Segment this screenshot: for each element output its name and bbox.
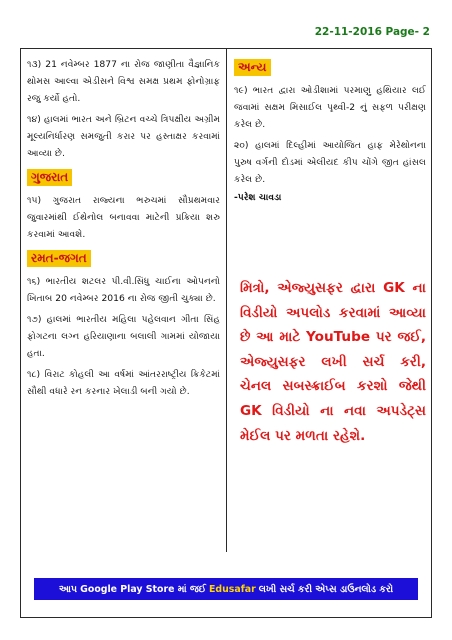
news-item-13: ૧૩) 21 નવેમ્બર 1877 ના રોજ જાણીતા વૈજ્ઞાનિક થોમસ આલ્વા એડીસને વિશ્વ સમક્ષ પ્રથમ ફોનોગ્રાફ રજુ કર્યો હતો. xyxy=(27,59,220,104)
news-item-19: ૧૯) ભારત દ્વારા ઓડીશામાં પરમાણુ હથિયાર લઈ જવામાં સક્ષમ મિસાઈલ પૃથ્વી-2 નું સફળ પરીક્ષણ કરેલ છે. xyxy=(234,85,426,130)
news-item-17: ૧૭) હાલમાં ભારતીય મહિલા પહેલવાન ગીતા સિંહ ફોગટના લગ્ન હરિયાણાના બલાલી ગામમાં યોજાયા હતા. xyxy=(27,314,220,359)
news-item-15: ૧૫) ગુજરાત રાજ્યના ભરુચમાં સૌપ્રથમવાર જુવારમાંથી ઈથેનોલ બનાવવા માટેની પ્રક્રિયા શરુ કરવામાં આવશે. xyxy=(27,195,220,240)
news-item-14: ૧૪) હાલમાં ભારત અને બ્રિટન વચ્ચે ત્રિપક્ષીય અગ્રીમ મૂલ્યનિર્ધારણ સમજુતી કરાર પર હસ્તાક્ષર કરવામાં આવ્યા છે. xyxy=(27,114,220,159)
page-date-number: 22-11-2016 Page- 2 xyxy=(314,26,430,38)
section-heading-gujarat: ગુજરાત xyxy=(27,169,72,186)
footer-brand: Edusafar xyxy=(209,583,256,595)
footer-banner[interactable] xyxy=(34,578,418,600)
section-heading-sports: રમત-જગત xyxy=(27,250,91,267)
news-item-18: ૧૮) વિરાટ કોહલી આ વર્ષમાં આંતરરાષ્ટ્રીય ક્રિકેટમાં સૌથી વધારે રન કરનાર ખેલાડી બની ગયો છે. xyxy=(27,369,220,397)
right-column xyxy=(234,56,426,203)
column-divider xyxy=(226,48,227,552)
news-item-16: ૧૬) ભારતીય શટલર પી.વી.સિંધુ ચાઈના ઓપનનો ખિતાબ 20 નવેમ્બર 2016 ના રોજ જીતી ચુક્યા છે. xyxy=(27,276,220,304)
author-signature: -પરેશ ચાવડા xyxy=(234,192,282,203)
left-column xyxy=(27,56,220,404)
footer-text-start: આપ Google Play Store માં જઈ xyxy=(58,583,207,595)
footer-text-end: લખી સર્ચ કરી એપ્સ ડાઉનલોડ કરો xyxy=(258,583,394,595)
youtube-promo-text: મિત્રો, એજ્યુસફર દ્વારા GK ના વિડીયો અપલોડ કરવામાં આવ્યા છે આ માટે YouTube પર જઈ, એજ્યુસફર લખી સર્ચ કરી, ચેનલ સબસ્ક્રાઈબ કરશો જેથી GK વિડીયો ના નવા અપડેટ્સ મેઈલ પર મળતા રહેશે. xyxy=(240,280,426,444)
news-item-20: ૨૦) હાલમાં દિલ્હીમાં આયોજિત હાફ મેરેથોનના પુરુષ વર્ગની દોડમાં એલીયદ કીપ ચોંગે જીત હાંસલ કરેલ છે. xyxy=(234,140,426,185)
section-heading-other: અન્ય xyxy=(234,59,271,76)
